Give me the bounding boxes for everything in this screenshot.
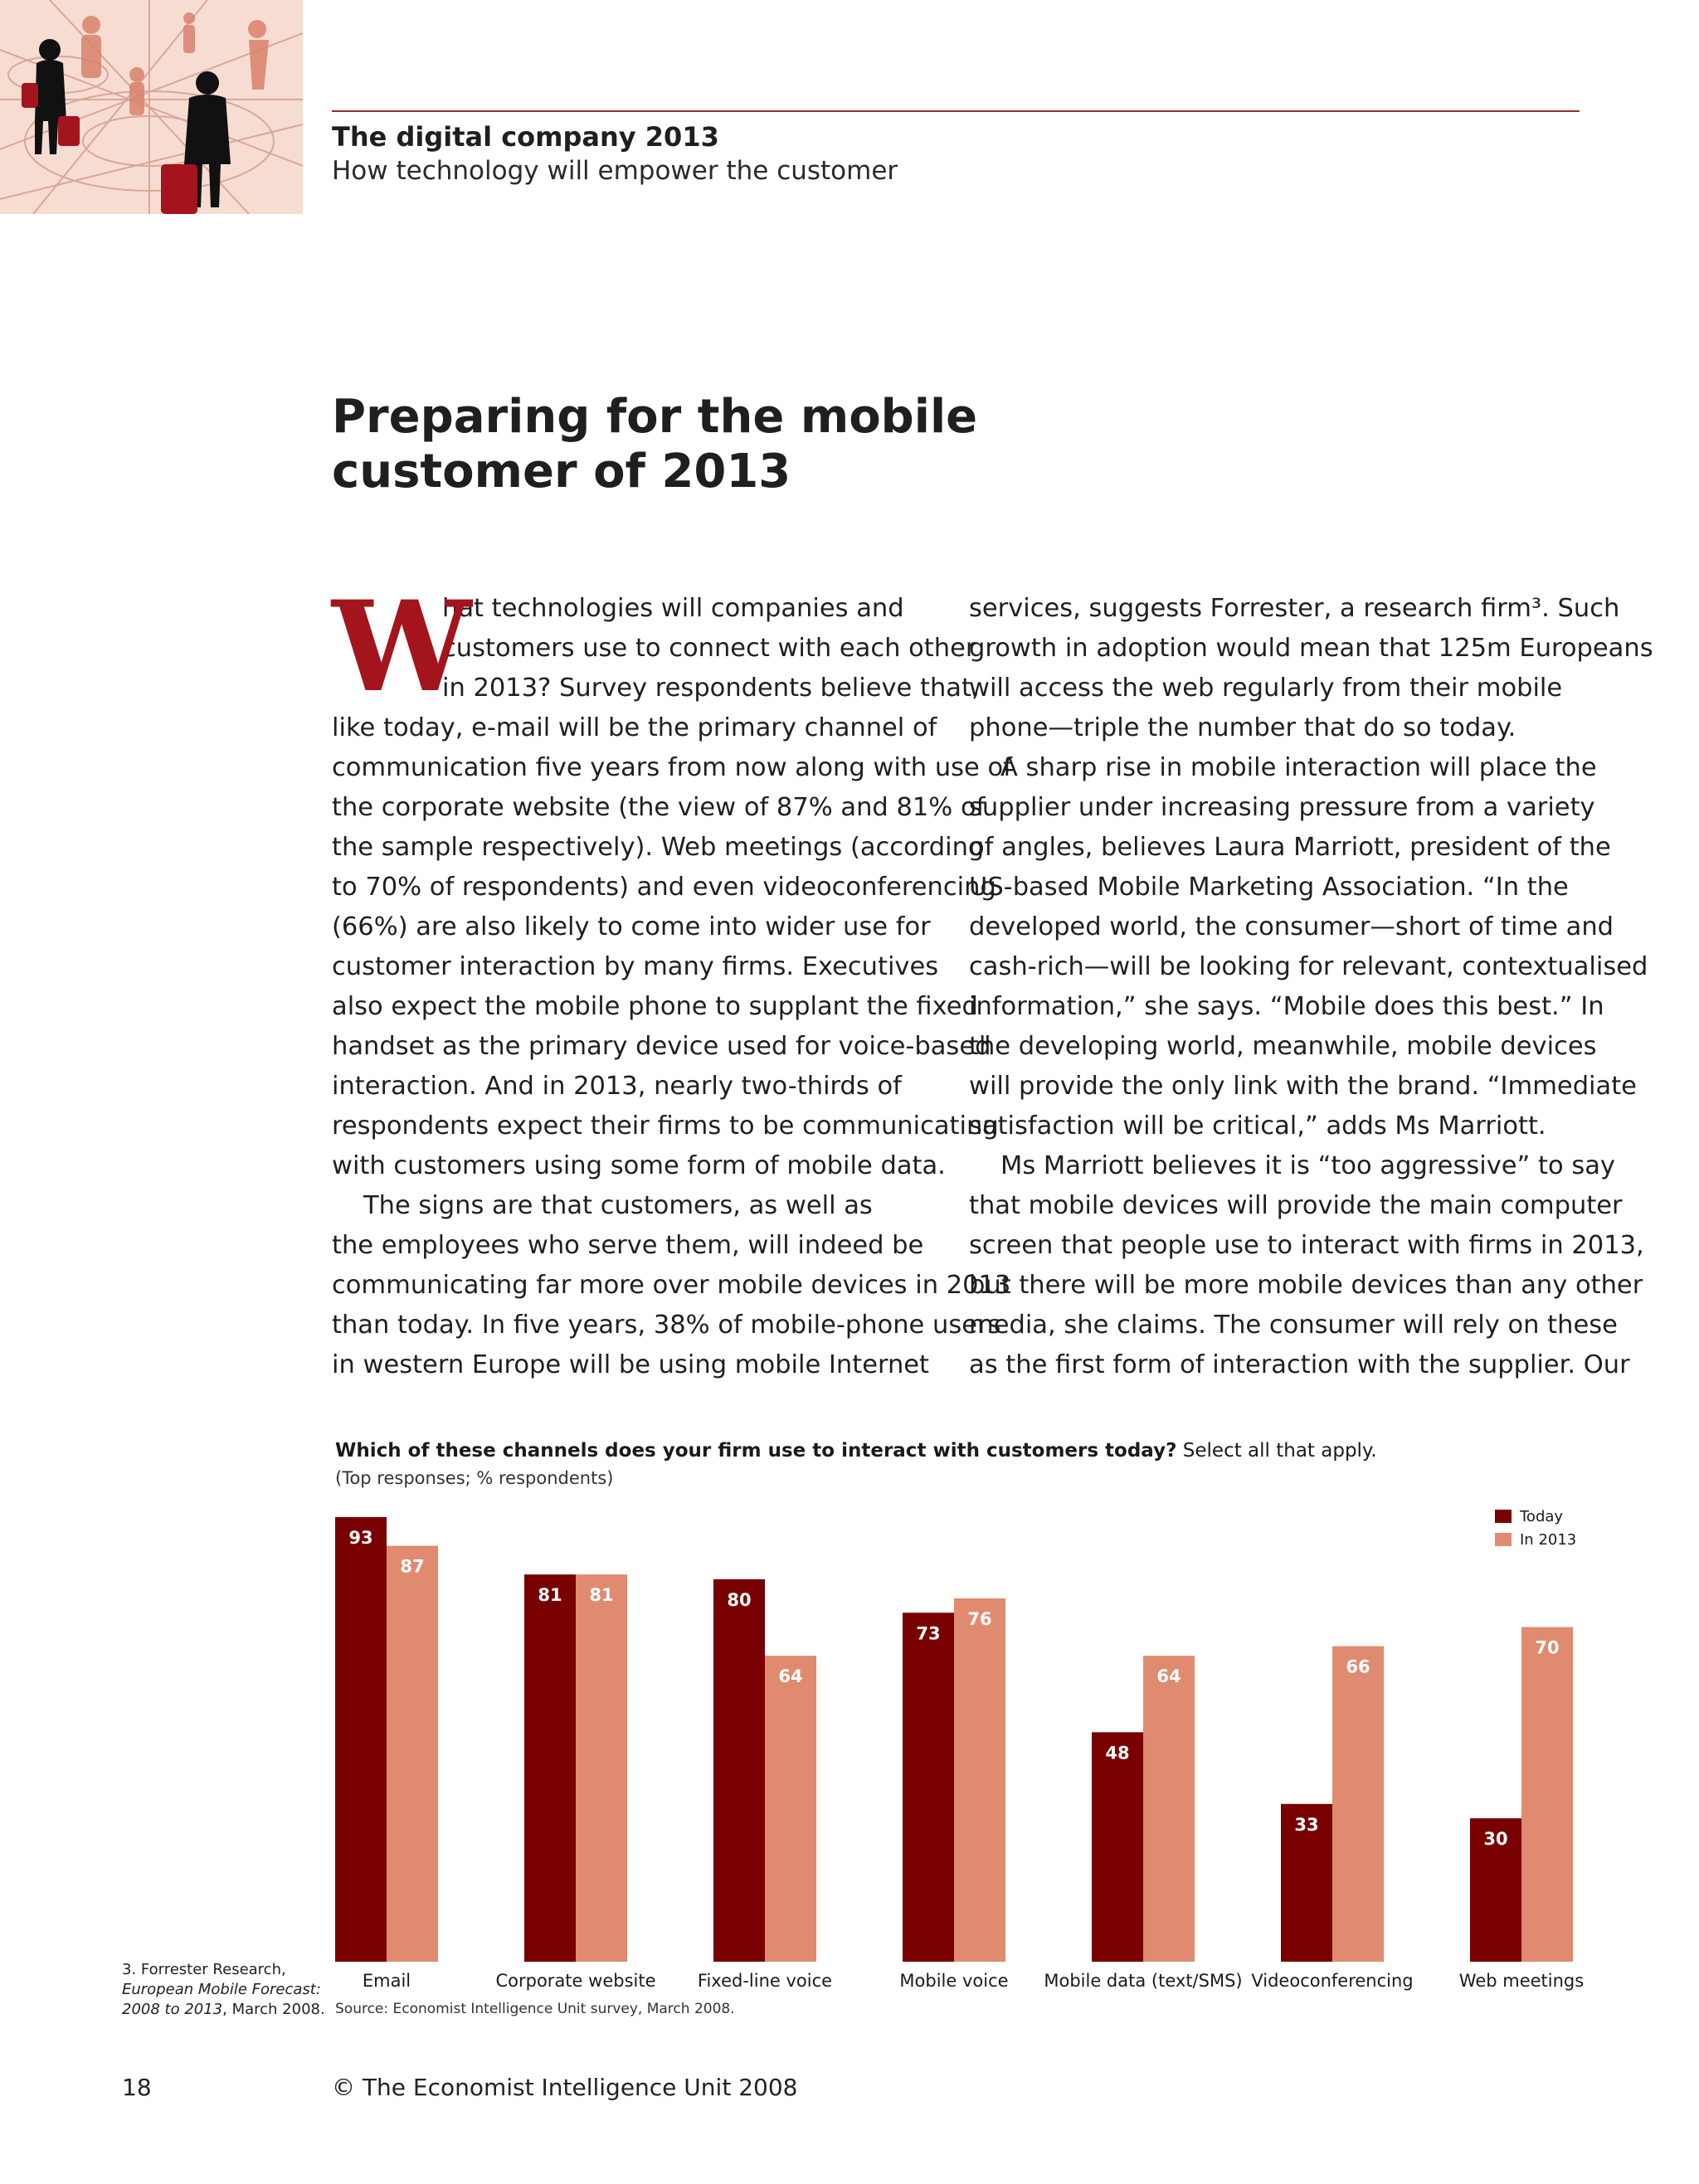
footnote-line-2: European Mobile Forecast:: [122, 1981, 321, 1998]
left-line: handset as the primary device used for voice-based: [332, 1032, 991, 1061]
category-label: Videoconferencing: [1251, 1971, 1414, 1991]
footnote-line-3: [122, 2000, 325, 2020]
right-line: developed world, the consumer—short of time and: [969, 912, 1614, 941]
bar-value-label: 81: [589, 1585, 614, 1606]
left-line: customers use to connect with each other: [442, 634, 976, 663]
chart-question-bold: Which of these channels does your firm use to interact with customers today?: [335, 1440, 1177, 1462]
right-line: information,” she says. “Mobile does this best.” In: [969, 992, 1604, 1021]
category-label: Corporate website: [495, 1971, 656, 1991]
right-line: will provide the only link with the brand. “Immediate: [969, 1072, 1637, 1101]
left-line: the corporate website (the view of 87% and 81% of: [332, 793, 986, 822]
bar-value-label: 48: [1105, 1743, 1130, 1763]
left-line: the sample respectively). Web meetings (according: [332, 833, 985, 862]
left-line: customer interaction by many firms. Executives: [332, 952, 939, 981]
chart-source: Source: Economist Intelligence Unit survey, March 2008.: [335, 2001, 735, 2017]
left-line: respondents expect their firms to be communicating: [332, 1111, 999, 1141]
bar-value-label: 30: [1483, 1829, 1508, 1850]
right-line: Ms Marriott believes it is “too aggressive” to say: [1000, 1151, 1615, 1180]
bar-email-today: [335, 1517, 387, 1962]
chart-question-rest: Select all that apply.: [1176, 1440, 1377, 1462]
bar-corporate-website-today: [524, 1574, 576, 1962]
footnote-line-1: 3. Forrester Research,: [122, 1961, 286, 1978]
left-line: like today, e-mail will be the primary channel of: [332, 713, 937, 742]
right-line: media, she claims. The consumer will rely on these: [969, 1311, 1618, 1340]
bar-mobile-voice-in-2013: [954, 1598, 1005, 1962]
right-line: that mobile devices will provide the main computer: [969, 1191, 1623, 1220]
left-line: to 70% of respondents) and even videoconferencing: [332, 873, 996, 902]
bar-value-label: 80: [727, 1589, 752, 1610]
bar-value-label: 66: [1346, 1656, 1370, 1677]
bar-value-label: 81: [538, 1585, 562, 1606]
footnote-line-3-italic: 2008 to 2013: [122, 2001, 223, 2018]
left-line: The signs are that customers, as well as: [363, 1191, 873, 1220]
bar-value-label: 70: [1535, 1637, 1560, 1658]
bar-value-label: 64: [778, 1666, 803, 1687]
bar-value-label: 64: [1156, 1666, 1181, 1687]
bar-videoconferencing-in-2013: [1332, 1647, 1384, 1962]
right-line: but there will be more mobile devices than any other: [969, 1271, 1643, 1300]
right-line: A sharp rise in mobile interaction will place the: [1000, 753, 1597, 782]
bar-mobile-data-text-sms-in-2013: [1143, 1656, 1195, 1962]
bar-value-label: 93: [348, 1528, 373, 1548]
article-heading-line-2: customer of 2013: [332, 445, 791, 499]
right-line: of angles, believes Laura Marriott, president of the: [969, 833, 1611, 862]
right-line: supplier under increasing pressure from a variety: [969, 793, 1595, 822]
category-label: Email: [362, 1971, 411, 1991]
left-line: than today. In five years, 38% of mobile-phone users: [332, 1311, 1001, 1340]
legend-swatch-in-2013: [1495, 1533, 1512, 1546]
category-label: Fixed-line voice: [697, 1971, 833, 1991]
right-line: screen that people use to interact with firms in 2013,: [969, 1231, 1644, 1260]
right-line: growth in adoption would mean that 125m Europeans: [969, 634, 1653, 663]
report-subtitle: How technology will empower the customer: [332, 156, 898, 186]
bar-fixed-line-voice-today: [713, 1579, 765, 1962]
left-line: interaction. And in 2013, nearly two-thirds of: [332, 1072, 902, 1101]
category-label: Mobile voice: [899, 1971, 1009, 1991]
bar-value-label: 87: [400, 1556, 425, 1577]
bar-web-meetings-in-2013: [1521, 1627, 1573, 1962]
bar-value-label: 33: [1294, 1814, 1319, 1835]
right-line: the developing world, meanwhile, mobile devices: [969, 1032, 1597, 1061]
right-line: US-based Mobile Marketing Association. “In the: [969, 873, 1569, 902]
left-line: the employees who serve them, will indeed be: [332, 1231, 924, 1260]
bar-fixed-line-voice-in-2013: [765, 1656, 816, 1962]
left-line: (66%) are also likely to come into wider use for: [332, 912, 931, 941]
left-line: in western Europe will be using mobile Internet: [332, 1350, 930, 1379]
right-line: services, suggests Forrester, a research firm³. Such: [969, 594, 1620, 623]
legend-label-in-2013: In 2013: [1520, 1531, 1577, 1549]
footnote: [122, 1960, 325, 2020]
bar-email-in-2013: [387, 1546, 438, 1962]
chart-subtitle: (Top responses; % respondents): [335, 1468, 614, 1488]
bar-corporate-website-in-2013: [576, 1574, 627, 1962]
right-line: satisfaction will be critical,” adds Ms Marriott.: [969, 1111, 1546, 1141]
right-line: cash-rich—will be looking for relevant, contextualised: [969, 952, 1648, 981]
left-line: communication five years from now along with use of: [332, 753, 1012, 782]
bar-value-label: 76: [967, 1608, 992, 1629]
left-line: hat technologies will companies and: [442, 594, 904, 623]
drop-cap: W: [332, 574, 472, 720]
left-line: also expect the mobile phone to supplant the fixed: [332, 992, 978, 1021]
category-label: Web meetings: [1458, 1971, 1585, 1991]
report-title: The digital company 2013: [332, 121, 719, 153]
right-line: phone—triple the number that do so today.: [969, 713, 1516, 742]
copyright: © The Economist Intelligence Unit 2008: [332, 2074, 798, 2101]
right-line: as the first form of interaction with the supplier. Our: [969, 1350, 1630, 1379]
footnote-line-3-rest: , March 2008.: [222, 2001, 325, 2018]
legend-swatch-today: [1495, 1510, 1512, 1523]
left-line: in 2013? Survey respondents believe that,: [442, 674, 980, 703]
bar-mobile-data-text-sms-today: [1092, 1732, 1143, 1962]
page-number: 18: [122, 2074, 152, 2101]
bar-mobile-voice-today: [903, 1612, 954, 1962]
right-line: will access the web regularly from their mobile: [969, 674, 1563, 703]
left-line: communicating far more over mobile devices in 2013: [332, 1271, 1011, 1300]
legend-label-today: Today: [1520, 1508, 1564, 1525]
article-heading-line-1: Preparing for the mobile: [332, 390, 978, 444]
category-label: Mobile data (text/SMS): [1044, 1971, 1243, 1991]
bar-value-label: 73: [916, 1623, 941, 1644]
left-line: with customers using some form of mobile data.: [332, 1151, 946, 1180]
